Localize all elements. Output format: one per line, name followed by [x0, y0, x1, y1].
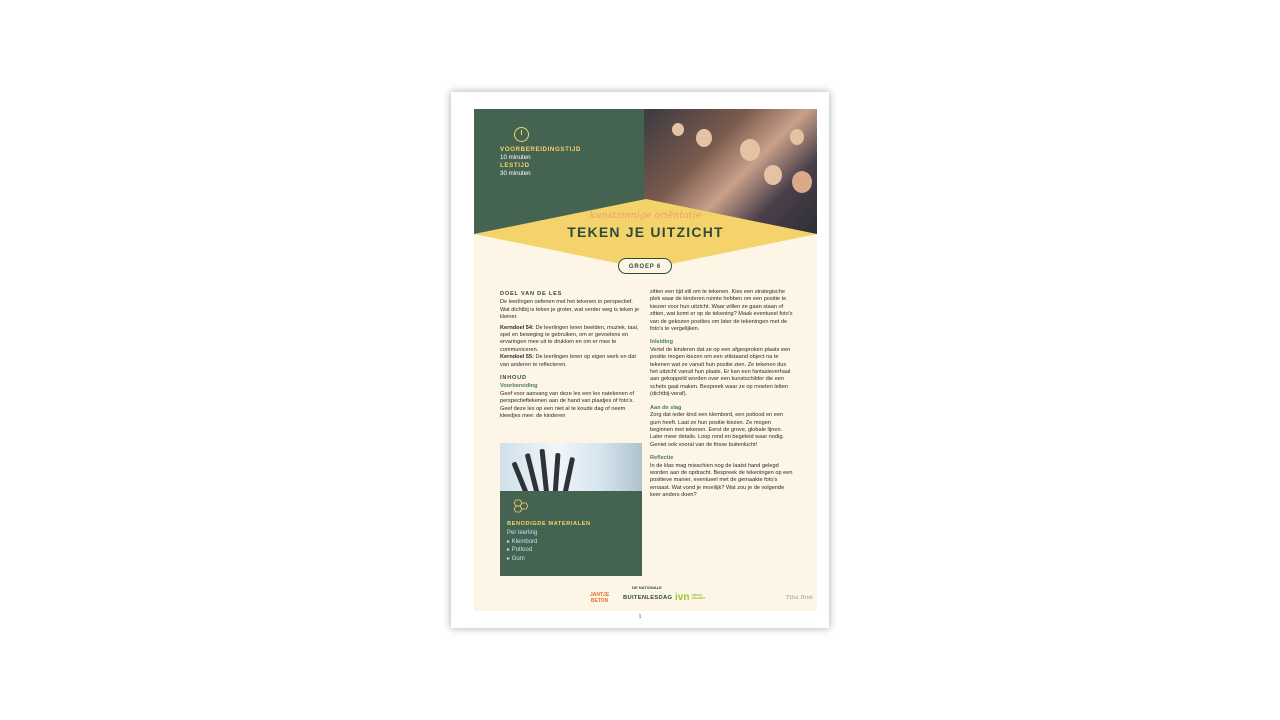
- list-item: ▸ Gum: [507, 555, 525, 562]
- content-heading: INHOUD: [500, 375, 527, 382]
- intro-text: Vertel de kinderen dat ze op een afgesproken plaats een positie mogen kiezen om een stilstaand object na te tekenen wat ze vanuit hun positie zien. Ze tekenen dus het uitzicht vanuit hun plaats. Er kan een fantasieverhaal aan gekoppeld worden over een kunstschilder die een schets gaat maken. Bespreek waar ze op moeten letten (dichtbij-veraf).: [650, 346, 791, 398]
- page-header: [474, 109, 817, 269]
- prep-text-continued: zitten een tijd stil om te tekenen. Kies een strategische plek waar de kinderen ruimte hebben om een positie te kiezen voor hun uitzicht. Waar willen ze gaan staan of zitten, wat komt er op de tekening? Maak eventueel foto's van de gekozen posities om later de tekeningen met de foto's te vergelijken.: [650, 289, 793, 333]
- page-title: TEKEN JE UITZICHT: [567, 224, 724, 240]
- column-left: [500, 287, 643, 424]
- materials-list: [507, 529, 537, 563]
- group-badge: GROEP 6: [618, 258, 672, 274]
- kerndoel-55: Kerndoel 55: De leerlingen leren op eigen werk en dat van anderen te reflecteren.: [500, 354, 636, 368]
- goal-heading: DOEL VAN DE LES: [500, 291, 563, 297]
- goal-intro: De leerlingen oefenen met het tekenen in perspectief. Wat dichtbij is teken je groter, wat verder weg is teken je kleiner.: [500, 299, 640, 321]
- hexagon-icon: [512, 499, 528, 513]
- reflect-text: In de klas mag misschien nog de laatst hand gelegd worden aan de opdracht. Bespreek de tekeningen op een positieve manier, eventueel met de gemaakte foto's ernaast. Wat vond je moeilijk? Wat zou je de volgende keer anders doen?: [650, 462, 793, 499]
- signature: Titia Rink: [786, 595, 814, 601]
- reflect-heading: Reflectie: [650, 455, 674, 462]
- lesson-time-value: 30 minuten: [500, 170, 531, 177]
- document-page: [474, 109, 817, 611]
- materials-photo: [500, 443, 642, 491]
- kerndoel-54: Kerndoel 54: De leerlingen leren beelden, muziek, taal, spel en beweging te gebruiken, om er gevoelens en ervaringen mee uit te drukken en om er mee te communiceren.: [500, 324, 639, 353]
- lesson-time-label: LESTIJD: [500, 162, 530, 169]
- prep-time-value: 10 minuten: [500, 154, 531, 161]
- prep-heading: Voorbereiding: [500, 383, 538, 390]
- materials-per-student: Per leerling: [507, 530, 538, 536]
- column-right: [650, 289, 795, 503]
- jantje-beton-logo: JANTJE BETON: [590, 592, 610, 604]
- clock-icon: [514, 127, 529, 142]
- materials-box: [500, 491, 642, 576]
- time-info: [500, 146, 581, 178]
- intro-heading: Inleiding: [650, 339, 673, 346]
- prep-text: Geef voor aanvang van deze les een les natekenen of perspectieftekenen aan de hand van plaatjes of foto's. Geef deze les op een niet al te koude dag of neem kleedjes mee: de kinderen: [500, 390, 635, 420]
- materials-title: BENODIGDE MATERIALEN: [507, 521, 591, 527]
- page-number: 1: [638, 614, 642, 620]
- list-item: ▸ Potlood: [507, 547, 533, 554]
- list-item: ▸ Klembord: [507, 538, 538, 545]
- work-text: Zorg dat ieder kind een klembord, een potlood en een gum heeft. Laat ze hun positie kiezen. Ze mogen beginnen met tekenen. Eerst de grove, globale lijnen. Later meer details. Loop rond en begeleid waar nodig. Geniet ook vooral van de frisse buitenlucht!: [650, 412, 785, 448]
- ivn-logo: ivn natuur educatie: [675, 592, 706, 603]
- document-sheet: [451, 92, 829, 628]
- page-footer: [474, 581, 817, 611]
- buitenlesdag-logo: DE NATIONALE BUITENLESDAG: [623, 585, 673, 601]
- work-heading: Aan de slag: [650, 404, 682, 411]
- page-subtitle: kunstzinnige oriëntatie: [589, 210, 702, 221]
- prep-time-label: VOORBEREIDINGSTIJD: [500, 146, 581, 153]
